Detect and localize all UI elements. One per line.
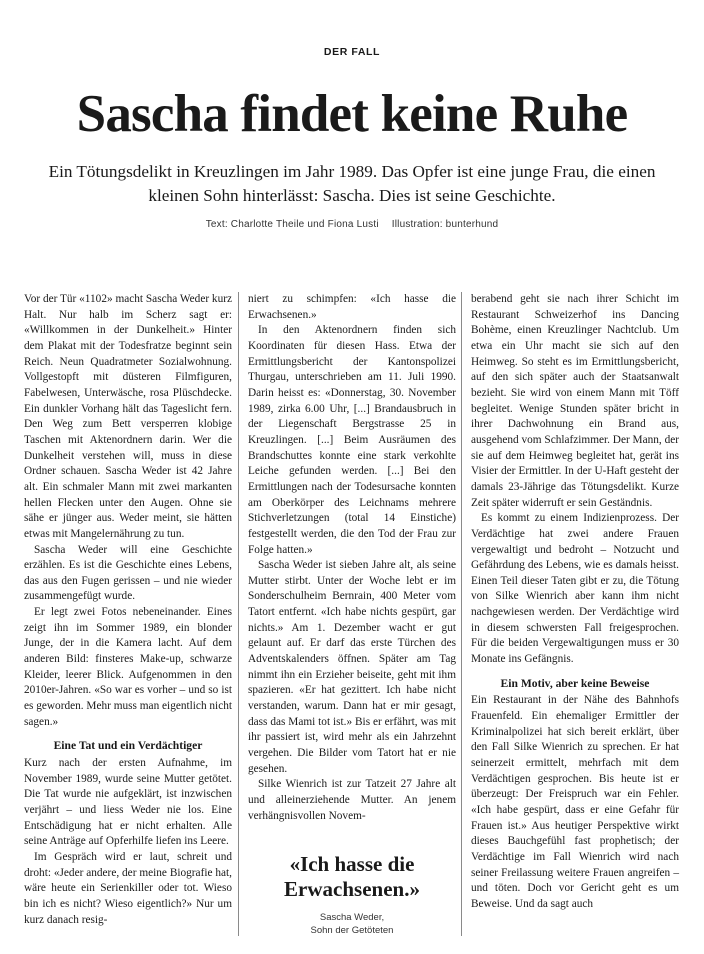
article-column-1 [24,292,232,928]
paragraph: Vor der Tür «1102» macht Sascha Weder kurz Halt. Nur halb im Scherz sagt er: «Willkommen in der Dunkelheit.» Hinter dem Plakat mit der Todesfratze beginnt sein Reich. Neun Quadratmeter Sozialwohnung. Vollgestopft mit düsteren Filmfiguren, Fabelwesen, Unterwäsche, rosa Plüschdecke. Ein dunkler Vorhang hält das Tageslicht fern. Den Weg zum Bett versperren klobige Taschen mit Aktenordnern darin. Wer die Dunkelheit verstehen will, muss in diese Ordner schauen. Sascha Weder ist 42 Jahre alt. Ein schmaler Mann mit zwei markanten hellen Flecken unter den Augen. Ohne sie sähe er jünger aus. Weder meint, sie hätten etwas mit Mangelernährung zu tun. [24,293,232,540]
lead-text: Ein Tötungsdelikt in Kreuzlingen im Jahr 1989. Das Opfer ist eine junge Frau, die einen kleinen Sohn hinterlässt: Sascha. Dies ist seine Geschichte. [48,162,656,205]
illustration-credit: Illustration: bunterhund [391,219,499,230]
article-column-3 [471,292,679,913]
byline [0,219,704,230]
author-credit: Text: Charlotte Theile und Fiona Lusti [205,219,379,230]
pull-quote-text: «Ich hasse die Erwachsenen.» [284,852,420,901]
article-column-2 [248,292,456,824]
paragraph: In den Aktenordnern finden sich Koordinaten für diesen Hass. Etwa der Ermittlungsbericht der Kantonspolizei Thurgau, unterschrieben am 11. Juli 1990. Darin heisst es: «Donnerstag, 30. November 1989, zirka 6.00 Uhr, [...] Brandausbruch in der Liegenschaft Bergstrasse 25 in Kreuzlingen. [...] Beim Ausräumen des Brandschuttes konnte eine stark verkohlte Leiche gefunden werden. [...] Bei den Ermittlungen nach der Todesursache konnten am Oberkörper des Leichnams mehrere Stichverletzungen (total 14 Einstiche) festgestellt werden, die den Tod der Frau zur Folge hatten.» [248,324,456,556]
pull-quote [248,852,456,937]
column-divider [238,292,239,936]
paragraph: Ein Restaurant in der Nähe des Bahnhofs Frauenfeld. Ein ehemaliger Ermittler der Kriminalpolizei hat sich bereit erklärt, über den Fall Silke Wienrich zu sprechen. Er hat seinerzeit ermittelt, mehrfach mit dem Verdächtigen gesprochen. Bis heute ist er überzeugt: Der Freispruch war ein Fehler. «Ich habe gespürt, dass er eine Gefahr für Frauen ist.» Aus heutiger Perspektive wirkt dieses Bauchgefühl fast prophetisch; der Verdächtige im Fall Wienrich wird nach seiner Freilassung weitere Frauen angreifen – und töten. Doch vor Gericht geht es um Beweise. Und da sagt auch [471,694,679,910]
column-divider [461,292,462,936]
paragraph: berabend geht sie nach ihrer Schicht im Restaurant Schweizerhof ins Dancing Bohème, einen Kreuzlinger Nachtclub. Um etwa ein Uhr macht sie sich auf den Heimweg. So steht es im Ermittlungsbericht, auf den sich später auch der Staatsanwalt bezieht. Sie wird von einem Mann mit Töff begleitet. Wenige Stunden später bricht in ihrer Dachwohnung ein Brand aus, ausgehend vom Schlafzimmer. Der Mann, der sie auf dem Heimweg begleitet hat, gerät ins Visier der Ermittler. In der U-Haft gesteht der damals 23-Jährige das Tötungsdelikt. Kurze Zeit später widerruft er sein Geständnis. [471,293,679,509]
quote-source-name: Sascha Weder, [319,912,385,923]
paragraph: Sascha Weder will eine Geschichte erzählen. Es ist die Geschichte eines Lebens, das aus den Fugen gerissen – und nie wieder zusammengefügt wurde. [24,543,232,603]
quote-source-role: Sohn der Getöteten [310,925,394,936]
headline: Sascha findet keine Ruhe [76,85,628,143]
pull-quote-attribution [248,911,456,937]
subheading: Ein Motiv, aber keine Beweise [500,676,650,690]
paragraph: Es kommt zu einem Indizienprozess. Der Verdächtige hat zwei andere Frauen vergewaltigt und bedroht – Notzucht und Gefährdung des Lebens, wie es damals heisst. Einen Teil dieser Taten gibt er zu, die Tötung von Silke Wienrich aber kann ihm nicht nachgewiesen werden. Der Verdächtige wird in diesem schwersten Fall freigesprochen. Für die beiden Vergewaltigungen muss er 30 Monate ins Gefängnis. [471,512,679,666]
paragraph: Im Gespräch wird er laut, schreit und droht: «Jeder andere, der meine Biografie hat, wäre heute ein Serienkiller oder tot. Wieso bin ich es nicht? Wieso eigentlich?» Nur um kurz danach resig- [24,850,232,926]
paragraph: Sascha Weder ist sieben Jahre alt, als seine Mutter stirbt. Unter der Woche lebt er im Sonderschulheim Bernrain, 400 Meter vom Tatort entfernt. «Ich habe nichts gespürt, gar nichts.» Am 1. Dezember wacht er gut gelaunt auf. Er darf das erste Türchen des Adventskalenders öffnen. Später am Tag nimmt ihn ein Erzieher beiseite, geht mit ihm spazieren. «Er hat gezittert. Ich habe nicht verstanden, warum. Dann hat er mir gesagt, dass das Mami tot ist.» Bis er erfährt, was mit ihr passiert ist, wird mehr als ein Jahrzehnt vergehen. Die Bilder vom Tatort hat er nie gesehen. [248,559,456,775]
paragraph: Er legt zwei Fotos nebeneinander. Eines zeigt ihn im Sommer 1989, ein blonder Junge, der in die Kamera lacht. Auf dem anderen Bild: finsteres Make-up, schwarze Kleider, leerer Blick. Aufgenommen in den 2010er-Jahren. «So war es vorher – und so ist es geworden. Mehr muss man eigentlich nicht sagen.» [24,606,232,728]
paragraph: niert zu schimpfen: «Ich hasse die Erwachsenen.» [248,293,456,321]
section-kicker: DER FALL [323,46,381,58]
paragraph: Kurz nach der ersten Aufnahme, im November 1989, wurde seine Mutter getötet. Die Tat wurde nie aufgeklärt, ist inzwischen verjährt – und liess Weder nie los. Eine Entschädigung hat er nicht erhalten. Alle seine Anträge auf Opferhilfe liefen ins Leere. [24,757,232,848]
subheading: Eine Tat und ein Verdächtiger [53,739,203,753]
paragraph: Silke Wienrich ist zur Tatzeit 27 Jahre alt und alleinerziehende Mutter. An jenem verhängnisvollen Novem- [248,778,456,822]
